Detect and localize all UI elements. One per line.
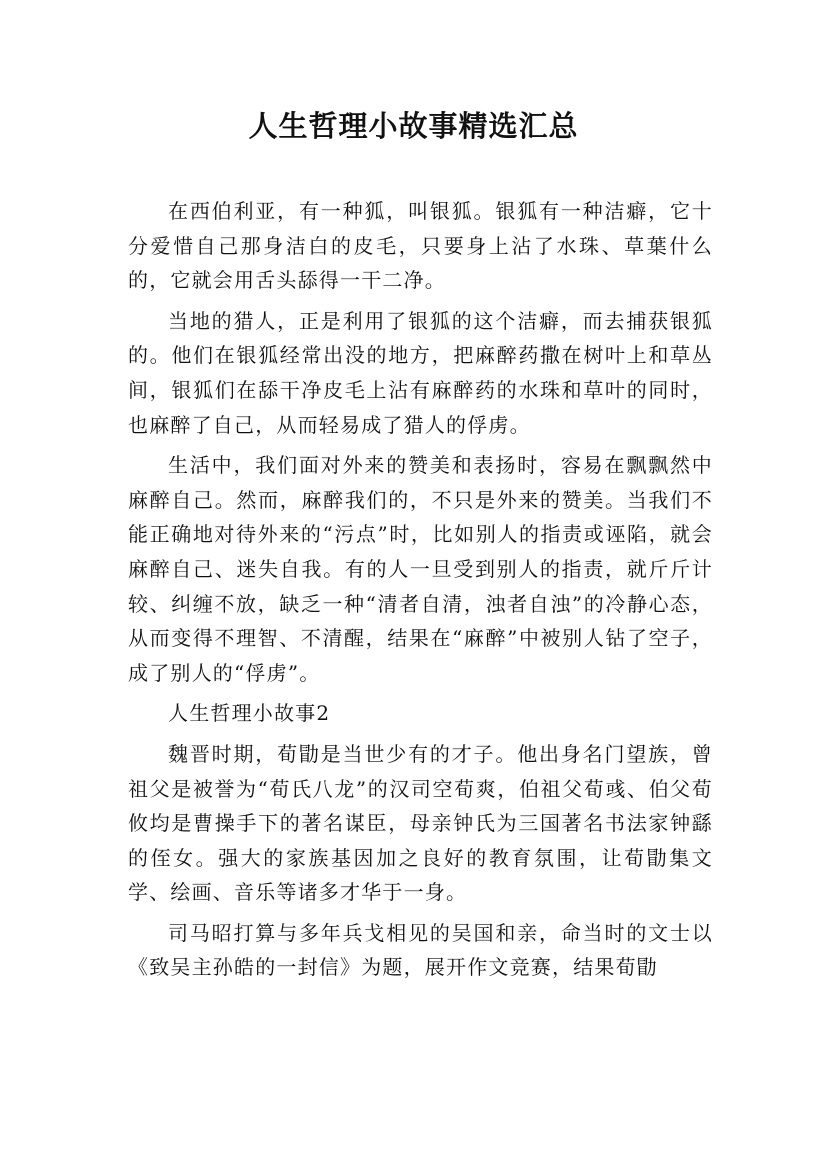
paragraph: 生活中，我们面对外来的赞美和表扬时，容易在飘飘然中麻醉自己。然而，麻醉我们的，不只是外来的赞美。当我们不能正确地对待外来的“污点”时，比如别人的指责或诬陷，就会麻醉自己、迷失自我。有的人一旦受到别人的指责，就斤斤计较、纠缠不放，缺乏一种“清者自清，浊者自浊”的冷静心态，从而变得不理智、不清醒，结果在“麻醉”中被别人钻了空子，成了别人的“俘虏”。 [128,453,713,685]
paragraph: 魏晋时期，荀勖是当世少有的才子。他出身名门望族，曾祖父是被誉为“荀氏八龙”的汉司空荀爽，伯祖父荀彧、伯父荀攸均是曹操手下的著名谋臣，母亲钟氏为三国著名书法家钟繇的侄女。强大的家族基因加之良好的教育氛围，让荀勖集文学、绘画、音乐等诸多才华于一身。 [128,741,713,905]
document-title: 人生哲理小故事精选汇总 [248,109,579,143]
section-heading: 人生哲理小故事2 [168,701,331,726]
paragraph: 当地的猎人，正是利用了银狐的这个洁癖，而去捕获银狐的。他们在银狐经常出没的地方，把麻醉药撒在树叶上和草丛间，银狐们在舔干净皮毛上沾有麻醉药的水珠和草叶的同时，也麻醉了自己，从而轻易成了猎人的俘虏。 [128,308,713,437]
paragraph: 在西伯利亚，有一种狐，叫银狐。银狐有一种洁癖，它十分爱惜自己那身洁白的皮毛，只要身上沾了水珠、草葉什么的，它就会用舌头舔得一干二净。 [128,199,713,293]
paragraph: 司马昭打算与多年兵戈相见的吴国和亲，命当时的文士以《致吴主孙皓的一封信》为题，展开作文竞赛，结果荀勖 [128,920,713,980]
document-body [128,194,713,991]
